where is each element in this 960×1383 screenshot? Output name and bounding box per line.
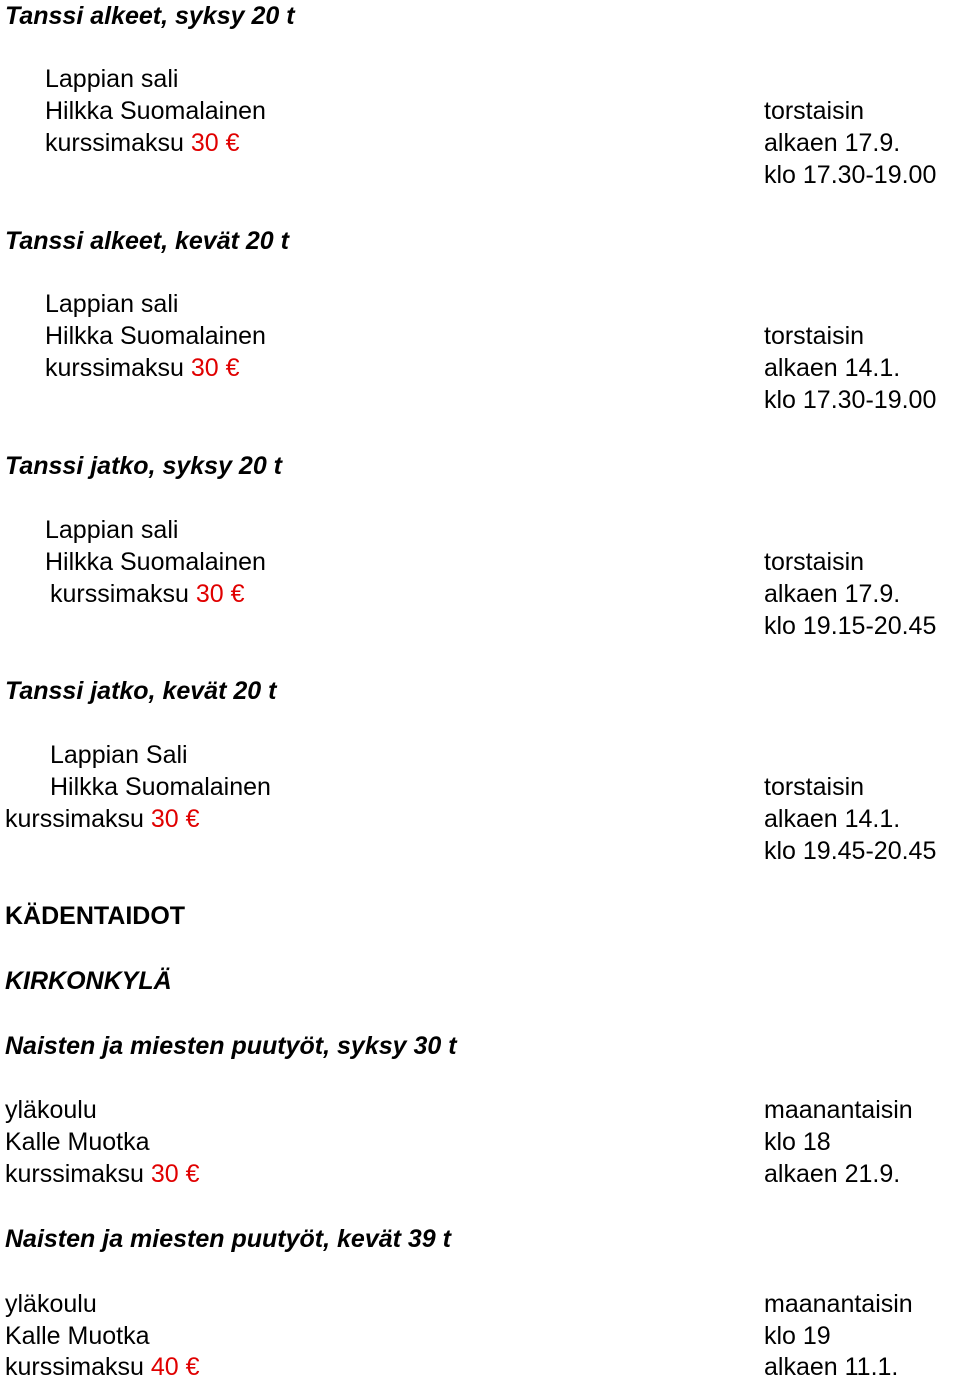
fee-amount: 30 € (150, 805, 200, 833)
course-fee (45, 352, 240, 384)
course-start: alkaen 17.9. (764, 129, 901, 157)
fee-amount: 30 € (190, 129, 240, 157)
course-place: Lappian sali (45, 65, 179, 93)
course-start: alkaen 21.9. (764, 1160, 901, 1188)
course-place: yläkoulu (5, 1290, 97, 1318)
fee-amount: 40 € (150, 1353, 200, 1381)
course-teacher: Hilkka Suomalainen (50, 773, 271, 801)
course-place: Lappian sali (45, 290, 179, 318)
fee-label: kurssimaksu (50, 580, 189, 608)
course-title: Naisten ja miesten puutyöt, kevät 39 t (5, 1225, 451, 1253)
course-teacher: Kalle Muotka (5, 1128, 150, 1156)
course-time: klo 19 (764, 1322, 831, 1350)
fee-amount: 30 € (195, 580, 245, 608)
course-start: alkaen 14.1. (764, 805, 901, 833)
course-day: maanantaisin (764, 1290, 913, 1318)
course-fee (5, 1351, 200, 1383)
course-day: torstaisin (764, 322, 865, 350)
section-heading: KÄDENTAIDOT (5, 902, 186, 930)
course-title: Tanssi alkeet, kevät 20 t (5, 227, 289, 255)
fee-amount: 30 € (190, 354, 240, 382)
course-time: klo 19.45-20.45 (764, 837, 937, 865)
location-heading: KIRKONKYLÄ (5, 967, 172, 995)
fee-label: kurssimaksu (45, 354, 184, 382)
course-fee (45, 127, 240, 159)
course-teacher: Hilkka Suomalainen (45, 322, 266, 350)
course-start: alkaen 14.1. (764, 354, 901, 382)
course-fee (5, 803, 200, 835)
course-start: alkaen 11.1. (764, 1353, 899, 1381)
course-time: klo 18 (764, 1128, 831, 1156)
course-place: Lappian Sali (50, 741, 188, 769)
course-fee (5, 1158, 200, 1190)
course-time: klo 17.30-19.00 (764, 386, 937, 414)
course-fee (50, 578, 245, 610)
course-place: Lappian sali (45, 516, 179, 544)
fee-label: kurssimaksu (5, 1160, 144, 1188)
course-teacher: Kalle Muotka (5, 1322, 150, 1350)
course-teacher: Hilkka Suomalainen (45, 548, 266, 576)
course-teacher: Hilkka Suomalainen (45, 97, 266, 125)
course-time: klo 19.15-20.45 (764, 612, 937, 640)
course-time: klo 17.30-19.00 (764, 161, 937, 189)
fee-amount: 30 € (150, 1160, 200, 1188)
fee-label: kurssimaksu (5, 1353, 144, 1381)
course-day: torstaisin (764, 773, 865, 801)
course-day: maanantaisin (764, 1096, 913, 1124)
course-start: alkaen 17.9. (764, 580, 901, 608)
course-title: Tanssi jatko, kevät 20 t (5, 677, 277, 705)
course-day: torstaisin (764, 548, 865, 576)
course-title: Naisten ja miesten puutyöt, syksy 30 t (5, 1032, 457, 1060)
fee-label: kurssimaksu (5, 805, 144, 833)
course-title: Tanssi jatko, syksy 20 t (5, 452, 283, 480)
fee-label: kurssimaksu (45, 129, 184, 157)
course-title: Tanssi alkeet, syksy 20 t (5, 2, 295, 30)
course-day: torstaisin (764, 97, 865, 125)
course-place: yläkoulu (5, 1096, 97, 1124)
